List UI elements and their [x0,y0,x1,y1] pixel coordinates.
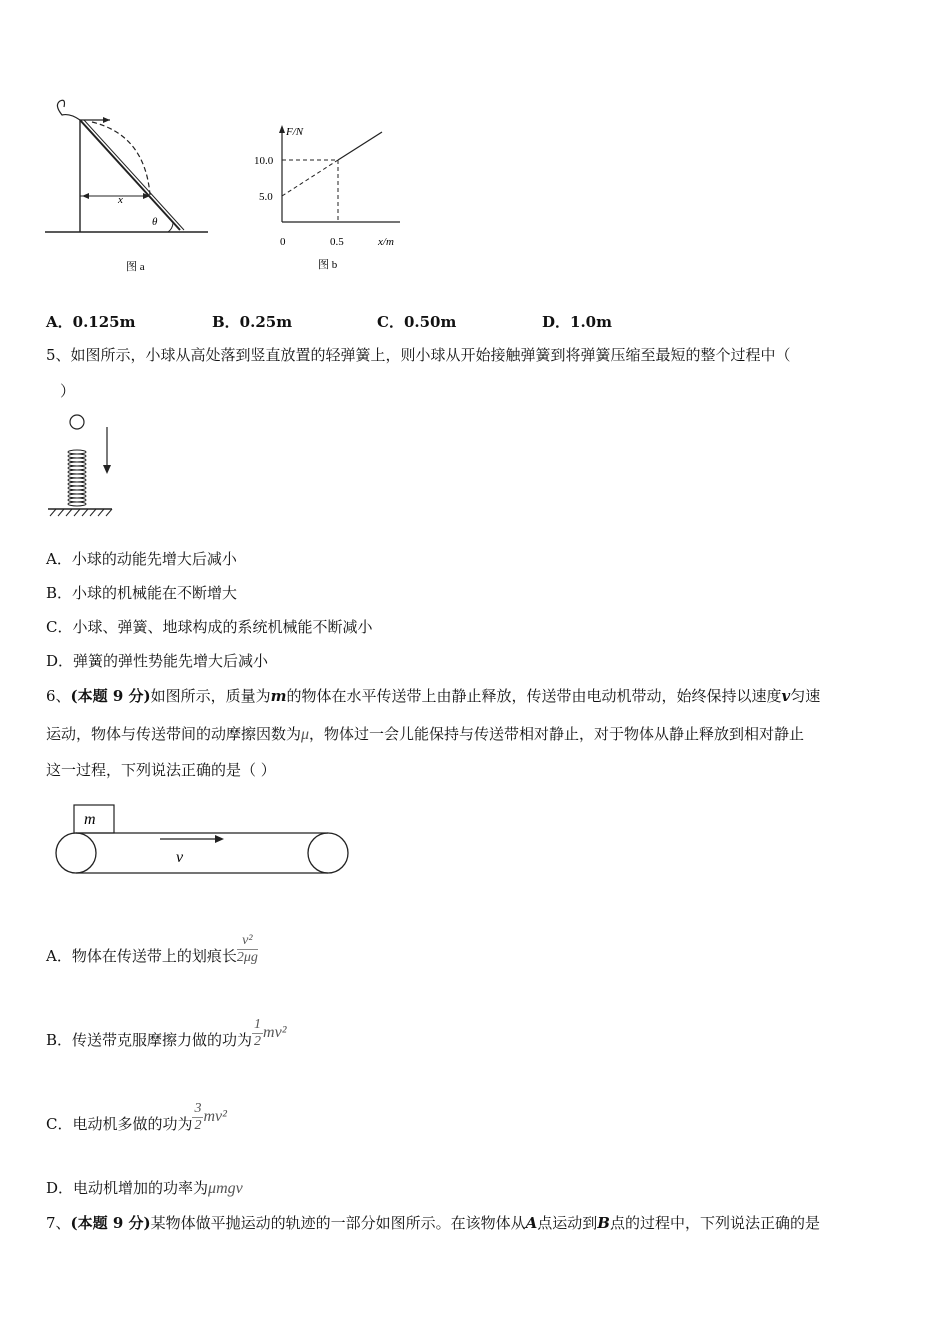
q6-option-b-expr: mv² [263,1024,287,1041]
fig-velocity-label: v [176,849,184,866]
q6-var-m: m [270,687,287,705]
q7-stem [46,1213,820,1233]
q6-option-c-expr: mv² [203,1108,227,1125]
frac-num: 3 [194,1100,202,1116]
q6-var-mu: μ [301,726,310,743]
q6-option-d-expr: μmgv [208,1180,243,1197]
q6-option-d-text: D．电动机增加的功率为 [46,1179,209,1197]
q6-option-c-fraction [192,1101,203,1134]
q6-option-b [46,1016,286,1050]
q6-text: 如图所示，质量为 [150,687,271,705]
q4-option-d: D．1.0m [542,313,612,331]
q7-score-tag: (本题 9 分) [70,1214,151,1232]
q6-text: 的物体在水平传送带上由静止释放，传送带由电动机带动，始终保持以速度 [286,687,782,705]
q5-stem-line2: ） [60,382,76,400]
q7-text: 某物体做平抛运动的轨迹的一部分如图所示。在该物体从 [150,1214,526,1232]
frac-den: 2 [254,1033,262,1049]
fig-a-caption: 图 a [126,261,145,273]
frac-den: 2μg [236,949,258,965]
frac-den: 2 [194,1117,202,1133]
frac-num: 1 [254,1016,262,1032]
fig-b-x-axis-label: x/m [378,236,394,248]
fig-b-y-axis-label: F/N [286,126,304,138]
q5-option-a: A．小球的动能先增大后减小 [46,550,237,568]
q6-text: 运动，物体与传送带间的动摩擦因数为 [46,725,302,743]
fig-b-x-tick-05: 0.5 [330,236,344,248]
q7-point-a: A [525,1214,538,1232]
fig-a-x-label: x [118,194,123,206]
q6-number: 6、 [46,687,71,705]
fig-b-x-tick-0: 0 [280,236,286,248]
q4-option-b: B．0.25m [212,313,293,331]
q6-option-d [46,1178,243,1199]
q5-spring-figure [42,412,122,522]
q6-option-a-text: A．物体在传送带上的划痕长 [46,947,237,965]
q7-text: 点运动到 [537,1214,598,1232]
q5-option-c: C．小球、弹簧、地球构成的系统机械能不断减小 [46,618,373,636]
q6-option-a [46,932,258,966]
q6-option-c [46,1100,227,1134]
q6-stem-line3: 这一过程，下列说法正确的是（ ） [46,761,276,779]
q6-stem-line1 [46,686,820,706]
q5-option-d: D．弹簧的弹性势能先增大后减小 [46,652,269,670]
fig-b-y-tick-10: 10.0 [254,155,274,167]
q6-score-tag: (本题 9 分) [70,687,151,705]
q6-var-v: v [781,687,791,705]
q6-option-b-text: B．传送带克服摩擦力做的功为 [46,1031,253,1049]
frac-num: v² [237,933,258,950]
q6-option-b-fraction [252,1017,263,1050]
q7-number: 7、 [46,1214,71,1232]
q6-option-c-text: C．电动机多做的功为 [46,1115,193,1133]
q5-option-b: B．小球的机械能在不断增大 [46,584,238,602]
q7-text: 点的过程中，下列说法正确的是 [609,1214,820,1232]
figure-b [250,120,410,280]
q6-conveyor-figure [52,800,352,882]
q4-option-a: A．0.125m [46,313,136,331]
q6-text: 匀速 [790,687,821,705]
figure-a [40,95,220,280]
q4-option-c: C．0.50m [377,313,457,331]
fig-b-y-tick-5: 5.0 [259,191,273,203]
q6-text: ，物体过一会儿能保持与传送带相对静止，对于物体从静止释放到相对静止 [309,725,805,743]
fig-block-label: m [84,811,96,828]
q5-stem-line1: 5、如图所示，小球从高处落到竖直放置的轻弹簧上，则小球从开始接触弹簧到将弹簧压缩至最短的整个过程中（ [46,346,791,364]
q6-stem-line2 [46,724,804,745]
q7-point-b: B [597,1214,610,1232]
q6-option-a-fraction [237,933,258,966]
fig-b-caption: 图 b [318,259,338,271]
fig-a-theta-label: θ [152,216,158,228]
